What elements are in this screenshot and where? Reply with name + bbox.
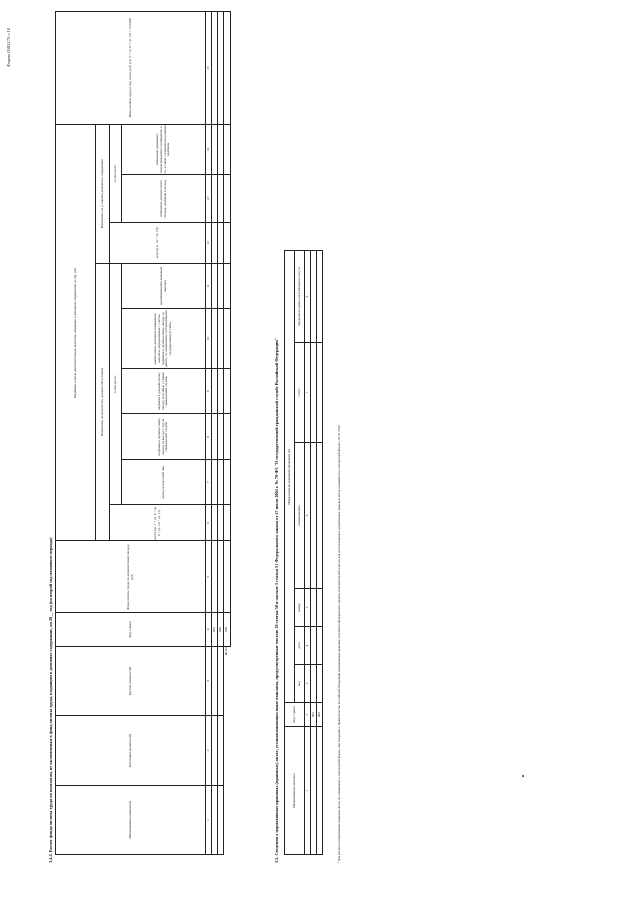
acts-hdr-name: Наименование выплаты (285, 727, 305, 855)
scan-speck (522, 776, 524, 778)
acts-col-num: 8 (305, 251, 311, 343)
acts-hdr-code: Код строки (285, 703, 305, 727)
acts-hdr-date: дата (295, 627, 305, 665)
acts-hdr-reason: предельное право для изменения статуса (295, 251, 305, 343)
col-num: 8 (206, 414, 212, 459)
col-num: 1 (206, 785, 212, 854)
col-num: 11 (206, 263, 212, 308)
hdr-in-that-number: в том числе: (110, 263, 122, 505)
hdr-c8: надбавка к должностному окладу за выслугу лет на гражданской службе (122, 414, 206, 459)
acts-hdr-status: статус (295, 343, 305, 443)
hdr-in-that-number-2: в том числе: (110, 124, 122, 222)
footnote-text: ¹ Для расчета и нормативных правовых актов, не отраженных в электронной форме, при сведениях о Правительстве Российской Федерации (нормативные правовые документы федеральных органов исполнительной власти) для использованных нормативных правовых актов указывается в электронной форме с 01.01.2019 (337, 425, 341, 863)
hdr-c13: изменение должностного оклада, надбавок к окладу (122, 175, 206, 223)
col-num: 5 (206, 541, 212, 613)
col-num: 7 (206, 459, 212, 504)
hdr-category: Категория должностей (56, 716, 206, 785)
acts-table (284, 250, 323, 855)
hdr-name: Наименование показателя (56, 785, 206, 854)
hdr-group: Группа должностей (56, 646, 206, 715)
col-num: 15 (206, 12, 212, 125)
payroll-header-table (55, 11, 231, 855)
section-35-title: 3.5. Сведения о нормативных правовых (правовых) актах, устанавливающих иные выплаты, предусмотренные частью 10 статьи 50 и частью 3 статьи 51 Федерального закона от 27 июля 2004 г. № 79-ФЗ "О государственной гражданской службе Российской Федерации" (274, 337, 279, 863)
acts-col-num: 1 (305, 727, 311, 855)
hdr-c7: оклад за классный чин (122, 459, 206, 504)
col-num: 3 (206, 646, 212, 715)
row-code: 900 (224, 613, 231, 647)
acts-col-num: 4 (305, 627, 311, 665)
hdr-c9: надбавка к должностному окладу за особые условия гражданской службы (122, 368, 206, 413)
hdr-c14: изменение денежного вознаграждения и поощрения, в т.ч. в связи с изменением размера надбавок (122, 124, 206, 174)
col-num: 2 (206, 716, 212, 785)
acts-col-num: 7 (305, 343, 311, 443)
col-num: 13 (206, 175, 212, 223)
col-num: 6 (206, 505, 212, 541)
acts-hdr-number: номер (295, 589, 305, 627)
hdr-total-formula: всего (гр. 7 + гр. 8 + гр. 9 + гр. 10 + гр. 11) (110, 505, 206, 541)
acts-col-num: 3 (305, 665, 311, 703)
total-label: Итого (224, 646, 231, 854)
hdr-other-pay: Надбавки и иные дополнительные выплаты, входящие в денежное содержание за год, руб. (56, 124, 96, 541)
acts-col-num: 2 (305, 703, 311, 727)
acts-row-code: 001 (311, 703, 317, 727)
hdr-total2: всего (гр. 13 + гр. 14) (110, 222, 206, 263)
acts-col-num: 5 (305, 589, 311, 627)
row-code: 001 (212, 613, 218, 647)
col-num: 12 (206, 222, 212, 263)
row-code: 002 (218, 613, 224, 647)
hdr-by-quantity: Изменение по количеству должностей (ставок) (96, 263, 110, 541)
col-num: 14 (206, 124, 212, 174)
acts-hdr-kind: вид (295, 665, 305, 703)
hdr-code: Код строки (56, 613, 206, 647)
hdr-c11: единовременная денежная выплата (122, 263, 206, 308)
hdr-fund-total: Фонд оплаты труда в год, всего, руб. (гр. 5 + гр. 6 + гр. 12) × 12/1000 (56, 12, 206, 125)
acts-hdr-act: Нормативный правовой (правовой) акт (285, 251, 295, 703)
col-num: 4 (206, 613, 212, 647)
col-num: 9 (206, 368, 212, 413)
section-344-title: 3.4.4. Расчет фонда оплаты труда по выплатам, не включенным в фонд оплаты труда, входящим в денежное содержание, на 20__ год (на второй год планового периода) (48, 537, 53, 863)
acts-col-num: 6 (305, 443, 311, 589)
hdr-by-terms: Изменение по условиям денежного содержания (96, 124, 110, 263)
acts-row-code: 002 (317, 703, 323, 727)
hdr-fund: Фонд оплаты труда по должностному окладу, руб. (56, 541, 206, 613)
col-num: 10 (206, 309, 212, 369)
form-code: Форма 0505175 с.10 (6, 27, 11, 67)
acts-hdr-act-name: наименование (295, 443, 305, 589)
hdr-c10: ежемесячное денежное поощрение, выплаты, определяемые с учетом надбавок к должностному окладу за работу со сведениями, составляющими государственную тайну (122, 309, 206, 369)
